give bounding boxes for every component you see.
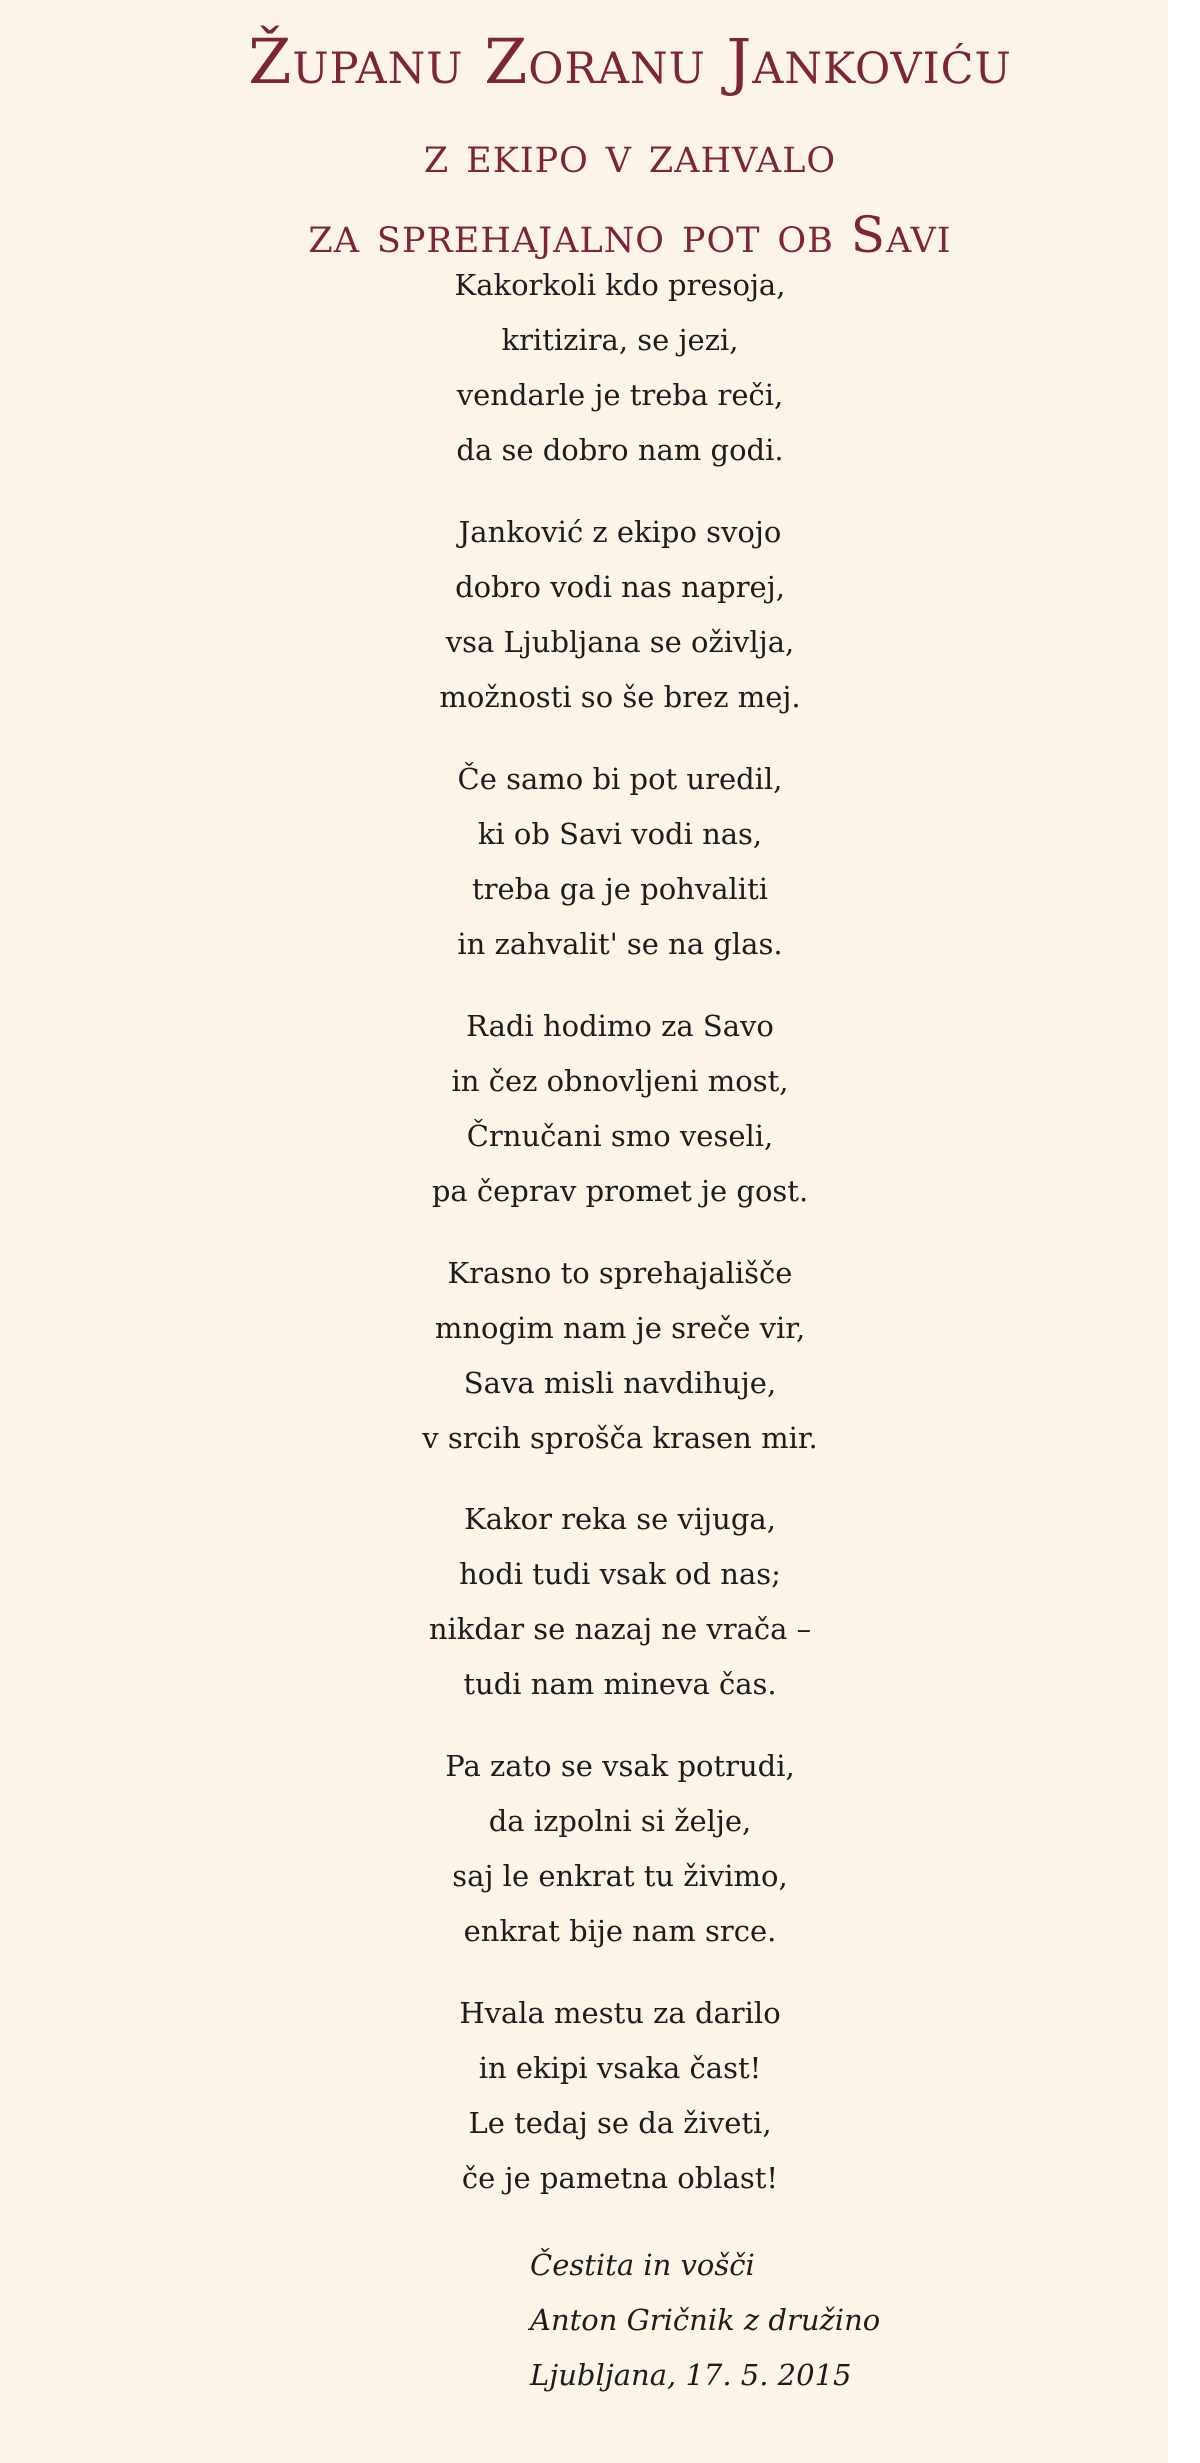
verse-line: Kakor reka se vijuga, bbox=[464, 1502, 776, 1536]
verse-line: Sava misli navdihuje, bbox=[463, 1366, 777, 1400]
verse-line: da se dobro nam godi. bbox=[456, 433, 784, 467]
verse-line: vsa Ljubljana se oživlja, bbox=[445, 625, 795, 659]
stanza-3 bbox=[0, 752, 1200, 972]
stanza-2 bbox=[0, 505, 1200, 725]
verse-line: če je pametna oblast! bbox=[461, 2161, 779, 2195]
signature-author: Anton Gričnik z družino bbox=[530, 2303, 881, 2337]
stanza-7 bbox=[0, 1739, 1200, 1959]
verse-line: dobro vodi nas naprej, bbox=[455, 570, 785, 604]
verse-line: Janković z ekipo svojo bbox=[458, 515, 782, 549]
signature-greeting: Čestita in vošči bbox=[530, 2248, 755, 2282]
signature-place-date: Ljubljana, 17. 5. 2015 bbox=[530, 2358, 852, 2392]
verse-line: Če samo bi pot uredil, bbox=[457, 762, 783, 796]
stanza-6 bbox=[0, 1492, 1200, 1712]
title-line-2: z ekipo v zahvalo bbox=[423, 126, 837, 184]
verse-line: nikdar se nazaj ne vrača – bbox=[428, 1612, 812, 1646]
stanza-5 bbox=[0, 1246, 1200, 1466]
title-line-1: Županu Zoranu Jankoviću bbox=[248, 25, 1012, 98]
verse-line: mnogim nam je sreče vir, bbox=[434, 1311, 806, 1345]
stanza-1 bbox=[0, 258, 1200, 478]
verse-line: in zahvalit' se na glas. bbox=[457, 927, 783, 961]
verse-line: pa čeprav promet je gost. bbox=[431, 1174, 809, 1208]
verse-line: Pa zato se vsak potrudi, bbox=[445, 1749, 795, 1783]
verse-line: možnosti so še brez mej. bbox=[439, 680, 801, 714]
verse-line: v srcih sprošča krasen mir. bbox=[422, 1421, 818, 1455]
verse-line: Radi hodimo za Savo bbox=[466, 1009, 774, 1043]
verse-line: Krasno to sprehajališče bbox=[447, 1256, 793, 1290]
verse-line: treba ga je pohvaliti bbox=[471, 872, 769, 906]
verse-line: saj le enkrat tu živimo, bbox=[452, 1859, 788, 1893]
stanza-8 bbox=[0, 1986, 1200, 2206]
verse-line: enkrat bije nam srce. bbox=[463, 1914, 777, 1948]
verse-line: Kakorkoli kdo presoja, bbox=[454, 268, 786, 302]
verse-line: Črnučani smo veseli, bbox=[466, 1119, 774, 1153]
title-line-3: za sprehajalno pot ob Savi bbox=[308, 206, 952, 264]
signature bbox=[530, 2238, 880, 2403]
verse-line: vendarle je treba reči, bbox=[456, 378, 784, 412]
verse-line: Hvala mestu za darilo bbox=[459, 1996, 781, 2030]
verse-line: da izpolni si želje, bbox=[488, 1804, 752, 1838]
verse-line: in ekipi vsaka čast! bbox=[478, 2051, 762, 2085]
verse-line: in čez obnovljeni most, bbox=[451, 1064, 789, 1098]
verse-line: tudi nam mineva čas. bbox=[463, 1667, 777, 1701]
verse-line: Le tedaj se da živeti, bbox=[468, 2106, 772, 2140]
verse-line: ki ob Savi vodi nas, bbox=[477, 817, 763, 851]
verse-line: kritizira, se jezi, bbox=[501, 323, 739, 357]
verse-line: hodi tudi vsak od nas; bbox=[459, 1557, 781, 1591]
stanza-4 bbox=[0, 999, 1200, 1219]
